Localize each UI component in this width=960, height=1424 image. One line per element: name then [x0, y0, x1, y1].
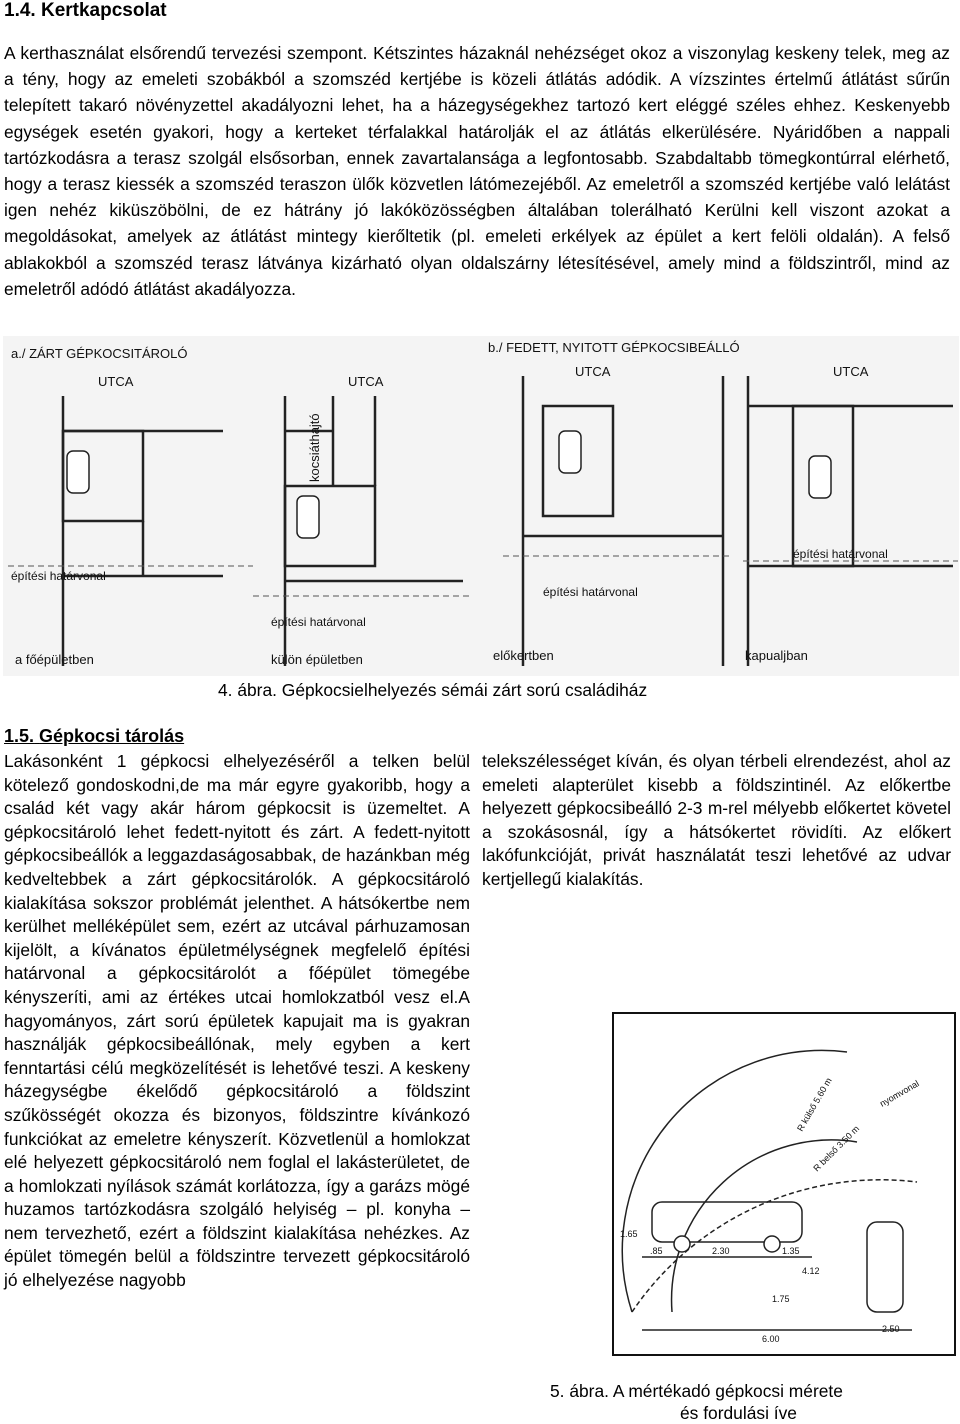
subsection-title: Gépkocsi tárolás [39, 726, 185, 746]
dim-length: 6.00 [762, 1334, 780, 1344]
street-4: UTCA [833, 364, 869, 379]
case-3: előkertben [493, 648, 554, 663]
figure-4-caption: 4. ábra. Gépkocsielhelyezés sémái zárt sorú családiház [218, 680, 648, 700]
dim-track: nyomvonal [878, 1078, 921, 1109]
label-b: b./ FEDETT, NYITOTT GÉPKOCSIBEÁLLÓ [488, 340, 740, 355]
dim-r-inner: R belső 3.50 m [811, 1123, 862, 1174]
figure-5-car-dimensions [612, 1012, 956, 1356]
dim-r-outer: R külső 5.60 m [795, 1076, 834, 1133]
boundary-3: építési határvonal [543, 585, 638, 599]
dim-width-2: 2.50 [882, 1324, 900, 1334]
subsection-number: 1.5. [4, 726, 35, 746]
street-1: UTCA [98, 374, 134, 389]
subsection-heading [4, 726, 184, 747]
figure-4-parking-schemes [3, 336, 959, 676]
figure-5-caption-line2: és fordulási íve [680, 1403, 797, 1423]
case-2: külön épületben [271, 652, 363, 667]
label-a: a./ ZÁRT GÉPKOCSITÁROLÓ [11, 346, 188, 361]
boundary-1: építési határvonal [11, 569, 106, 583]
street-3: UTCA [575, 364, 611, 379]
case-4: kapualjban [745, 648, 808, 663]
dim-height-2: 4.12 [802, 1266, 820, 1276]
dim-rear: 1.35 [782, 1246, 800, 1256]
street-2: UTCA [348, 374, 384, 389]
dim-width: 1.75 [772, 1294, 790, 1304]
figure-5-caption-line1: 5. ábra. A mértékadó gépkocsi mérete [550, 1381, 843, 1401]
case-1: a főépületben [15, 652, 94, 667]
boundary-2: építési határvonal [271, 615, 366, 629]
figure-5-caption [550, 1380, 930, 1424]
column-left: Lakásonként 1 gépkocsi elhelyezéséről a telken belül kötelező gondoskodni,de ma már egyre gyakoribb, hogy a család két vagy akár három gépkocsit is üzemeltet. A gépkocsitároló lehet fedett-nyitott és zárt. A fedett-nyitott gépkocsibeállók a leggazdaságosabbak, de hazánkban még kedveltebbek a zárt gépkocsitárolók. A gépkocsitároló kialakítása sokszor problémát jelenthet. A hátsókertbe nem kerülhet melléképület sem, ezért az utcával párhuzamosan kijelölt, a kívánatos épületmélységnek megfelelő építési határvonal a gépkocsitárolót a főépület tömegébe kényszeríti, ami az értékes utcai homlokzatból vesz el.A hagyományos, zárt sorú épületek kapujait ma is gyakran használják gépkocsibeállónak, mely egyben a kert fenntartási célú megközelítését is lehetővé teszi. A keskeny házegységbe ékelődő gépkocsitároló a földszint szűkösségét okozza és bizonyos, földszintre kívánkozó funkciókat az emeletre kényszerít. Közvetlenül a homlokzat elé helyezett gépkocsitároló nem foglal el lakásterületet, de a homlokzati nyílások számát korlátozza, így a garázs mögé huzamos tartózkodásra szolgáló helyiség – pl. konyha – nem tervezhető, ezért a földszint kialakítása nehézkes. Az épület tömegén belül a földszintre tervezett gépkocsitároló jó elhelyezése nagyobb [4, 751, 470, 1291]
column-right: telekszélességet kíván, és olyan térbeli elrendezést, ahol az emeleti alapterület kisebb a földszintinél. Az előkertbe helyezett gépkocsibeálló 2-3 m-rel mélyebb előkertet követel a szokásosnál, így a hátsókertet rövidíti. Az előkert lakófunkcióját, privát használatát teszi lehetővé az udvar kertjellegű kialakítás. [482, 751, 951, 889]
boundary-4: építési határvonal [793, 547, 888, 561]
driveway-label: kocsiáthajtó [307, 413, 322, 482]
dim-front: .85 [650, 1246, 663, 1256]
section-title: 1.4. Kertkapcsolat [4, 0, 167, 21]
dim-wheelbase: 2.30 [712, 1246, 730, 1256]
dim-height-1: 1.65 [620, 1229, 638, 1239]
intro-paragraph: A kerthasználat elsőrendű tervezési szempont. Kétszintes házaknál nehézséget okoz a viszonylag keskeny telek, meg az a tény, hogy az emeleti szobákból a szomszéd kertjébe is közeli átlátás adódik. A vízszintes értelmű átlátást sűrűn telepített takaró növényzettel akadályozni lehet, ha a házegységekhez tartozó kert eléggé széles ehhez. Keskenyebb egységek esetén gyakori, hogy a kerteket térfalakkal határolják el az átlátás elkerülésére. Nyáridőben a nappali tartózkodásra a terasz szolgál elsősorban, ennek zavartalansága a legfontosabb. Szabdaltabb tömegkontúrral elérhető, hogy a terasz kiessék a szomszéd teraszon ülők közvetlen látómezejéből. Az emeletről a szomszéd kertjébe való lelátást igen nehéz kiküszöbölni, de ez hátrány jó lakóközösségben általában tolerálható Kerülni kell viszont azokat a megoldásokat, amelyek az átlátást mintegy kierőltetik (pl. emeleti erkélyek az épület a kert felöli oldalán). A felső ablakokból a szomszéd terasz látványa kizárható olyan oldalszárny létesítésével, amely mind a földszintről, mind az emeletről adódó átlátást akadályozza. [4, 43, 950, 299]
